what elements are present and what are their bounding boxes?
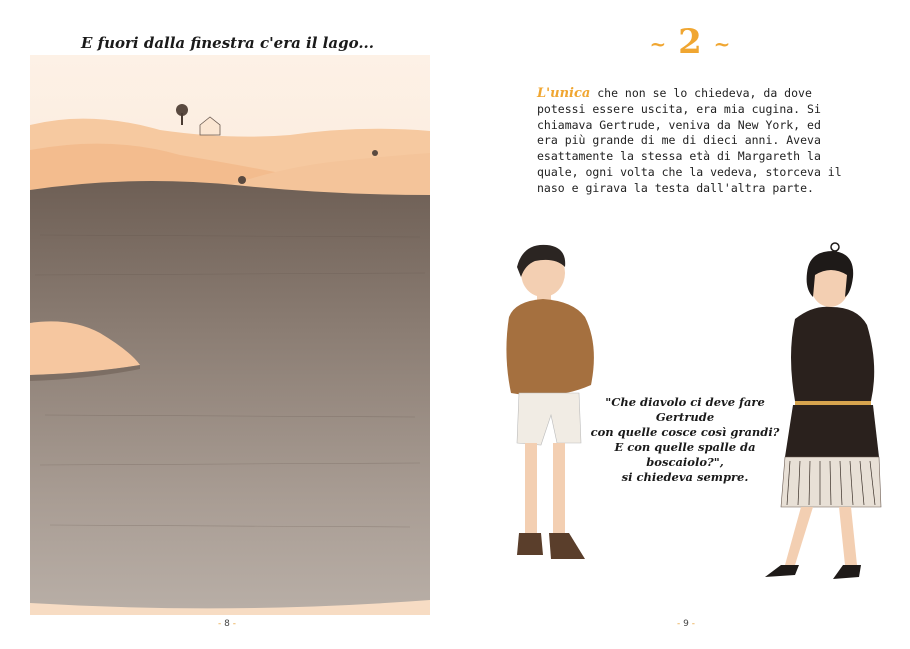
page-caption: E fuori dalla finestra c'era il lago...	[80, 34, 374, 52]
body-paragraph: che non se lo chiedeva, da dove potessi essere uscita, era mia cugina. Si chiamava Gertrude, veniva da New York, ed era più grande di me di dieci anni. Aveva esattamente la stessa età di Margareth la quale, ogni volta che la vedeva, storceva il naso e girava la testa dall'altra parte.	[537, 86, 842, 195]
tree	[238, 176, 246, 184]
chapter-number: ~ 2 ~	[649, 22, 731, 62]
right-page	[455, 0, 910, 649]
quote: "Che diavolo ci deve fare Gertrude con quelle cosce così grandi? E con quelle spalle da boscaiolo?", si chiedeva sempre.	[590, 395, 780, 484]
chapter-body-text	[537, 86, 847, 197]
lake	[30, 181, 430, 608]
page-number: - 9 -	[677, 619, 695, 629]
page-number: - 8 -	[218, 619, 236, 629]
lead-word: L'unica	[537, 86, 591, 101]
lake-landscape-illustration	[30, 55, 430, 615]
